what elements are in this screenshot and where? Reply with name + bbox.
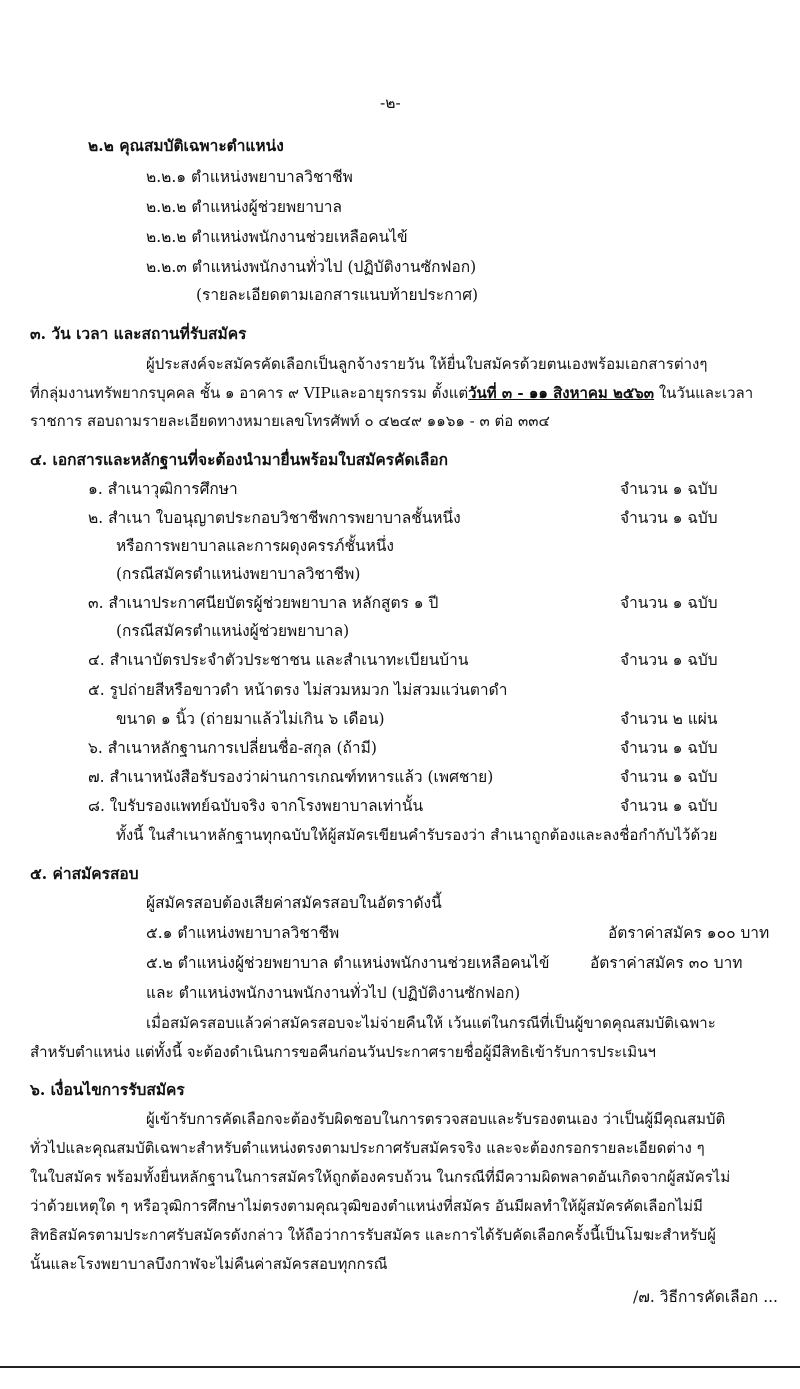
fee-item: ๕.๑ ตำแหน่งพยาบาลวิชาชีพ (146, 924, 340, 942)
s3-line: ผู้ประสงค์จะสมัครคัดเลือกเป็นลูกจ้างรายวัน ให้ยื่นใบสมัครด้วยตนเองพร้อมเอกสารต่างๆ (146, 355, 708, 373)
s22-item: ๒.๒.๒ ตำแหน่งพนักงานช่วยเหลือคนไข้ (146, 228, 408, 246)
section-5-heading: ๕. ค่าสมัครสอบ (30, 864, 139, 883)
document-amount: จำนวน ๑ ฉบับ (620, 768, 718, 786)
document-item: หรือการพยาบาลและการผดุงครรภ์ชั้นหนึ่ง (116, 537, 394, 555)
fee-item: ๕.๒ ตำแหน่งผู้ช่วยพยาบาล ตำแหน่งพนักงานช่วยเหลือคนไข้ (146, 954, 550, 972)
s6-line: ในใบสมัคร พร้อมทั้งยื่นหลักฐานในการสมัครให้ถูกต้องครบถ้วน ในกรณีที่มีความผิดพลาดอันเกิดจากผู้สมัครไม่ (30, 1168, 731, 1186)
continuation-note: /๗. วิธีการคัดเลือก ... (633, 1288, 778, 1306)
s6-line: ทั่วไปและคุณสมบัติเฉพาะสำหรับตำแหน่งตรงตามประกาศรับสมัครจริง และจะต้องกรอกรายละเอียดต่าง ๆ (30, 1139, 705, 1157)
document-amount: จำนวน ๑ ฉบับ (620, 739, 718, 757)
s6-line: นั้นและโรงพยาบาลบึงกาฬจะไม่คืนค่าสมัครสอบทุกกรณี (30, 1255, 388, 1273)
bottom-rule (0, 1366, 800, 1368)
fee-rate: อัตราค่าสมัคร ๓๐ บาท (590, 954, 743, 972)
s6-line: ผู้เข้ารับการคัดเลือกจะต้องรับผิดชอบในการตรวจสอบและรับรองตนเอง ว่าเป็นผู้มีคุณสมบัติ (146, 1110, 726, 1128)
application-dates: วันที่ ๓ - ๑๑ สิงหาคม ๒๕๖๓ (468, 384, 655, 402)
fee-rate: อัตราค่าสมัคร ๑๐๐ บาท (608, 924, 770, 942)
document-amount: จำนวน ๑ ฉบับ (620, 480, 718, 498)
s22-item: ๒.๒.๓ ตำแหน่งพนักงานทั่วไป (ปฏิบัติงานซักฟอก) (146, 258, 477, 276)
s6-line: สิทธิสมัครตามประกาศรับสมัครดังกล่าว ให้ถือว่าการรับสมัคร และการได้รับคัดเลือกครั้งนี้เป็นโมฆะสำหรับผู้ (30, 1226, 716, 1244)
s5-paragraph: เมื่อสมัครสอบแล้วค่าสมัครสอบจะไม่จ่ายคืนให้ เว้นแต่ในกรณีที่เป็นผู้ขาดคุณสมบัติเฉพาะ (146, 1014, 716, 1032)
document-item: (กรณีสมัครตำแหน่งผู้ช่วยพยาบาล) (116, 622, 350, 640)
page-number: -๒- (380, 94, 401, 112)
s3-line: ราชการ สอบถามรายละเอียดทางหมายเลขโทรศัพท์ ๐ ๔๒๔๙ ๑๑๖๑ - ๓ ต่อ ๓๓๔ (30, 412, 550, 430)
document-item: ๕. รูปถ่ายสีหรือขาวดำ หน้าตรง ไม่สวมหมวก ไม่สวมแว่นตาดำ (88, 681, 508, 699)
document-item: ๔. สำเนาบัตรประจำตัวประชาชน และสำเนาทะเบียนบ้าน (88, 651, 469, 669)
fee-item: และ ตำแหน่งพนักงานพนักงานทั่วไป (ปฏิบัติงานซักฟอก) (146, 984, 521, 1002)
s22-note: (รายละเอียดตามเอกสารแนบท้ายประกาศ) (196, 286, 479, 304)
section-3-heading: ๓. วัน เวลา และสถานที่รับสมัคร (30, 324, 247, 343)
s5-paragraph: สำหรับตำแหน่ง แต่ทั้งนี้ จะต้องดำเนินการขอคืนก่อนวันประกาศรายชื่อผู้มีสิทธิเข้ารับการประเมินฯ (30, 1043, 656, 1061)
s3-line2-post: ในวันและเวลา (654, 384, 754, 402)
document-item: ๑. สำเนาวุฒิการศึกษา (88, 480, 238, 498)
s6-line: ว่าด้วยเหตุใด ๆ หรือวุฒิการศึกษาไม่ตรงตามคุณวุฒิของตำแหน่งที่สมัคร อันมีผลทำให้ผู้สมัครคัดเลือกไม่มี (30, 1197, 703, 1215)
document-item: ขนาด ๑ นิ้ว (ถ่ายมาแล้วไม่เกิน ๖ เดือน) (116, 710, 385, 728)
document-item: ๓. สำเนาประกาศนียบัตรผู้ช่วยพยาบาล หลักสูตร ๑ ปี (88, 594, 439, 612)
s3-line2-pre: ที่กลุ่มงานทรัพยากรบุคคล ชั้น ๑ อาคาร ๙ VIPและอายุรกรรม ตั้งแต่ (30, 384, 469, 402)
section-6-heading: ๖. เงื่อนไขการรับสมัคร (30, 1080, 185, 1099)
s5-intro: ผู้สมัครสอบต้องเสียค่าสมัครสอบในอัตราดังนี้ (146, 894, 442, 912)
s22-item: ๒.๒.๒ ตำแหน่งผู้ช่วยพยาบาล (146, 198, 343, 216)
document-item: (กรณีสมัครตำแหน่งพยาบาลวิชาชีพ) (116, 565, 361, 583)
s22-item: ๒.๒.๑ ตำแหน่งพยาบาลวิชาชีพ (146, 168, 353, 186)
document-amount: จำนวน ๑ ฉบับ (620, 651, 718, 669)
section-4-heading: ๔. เอกสารและหลักฐานที่จะต้องนำมายื่นพร้อมใบสมัครคัดเลือก (30, 450, 449, 469)
document-amount: จำนวน ๑ ฉบับ (620, 797, 718, 815)
section-2-2-heading: ๒.๒ คุณสมบัติเฉพาะตำแหน่ง (88, 136, 284, 155)
document-item: ๖. สำเนาหลักฐานการเปลี่ยนชื่อ-สกุล (ถ้ามี) (88, 739, 377, 757)
s3-line (30, 386, 753, 401)
document-item: ๘. ใบรับรองแพทย์ฉบับจริง จากโรงพยาบาลเท่านั้น (88, 797, 424, 815)
document-amount: จำนวน ๒ แผ่น (620, 710, 718, 728)
document-item: ๗. สำเนาหนังสือรับรองว่าผ่านการเกณฑ์ทหารแล้ว (เพศชาย) (88, 768, 494, 786)
document-amount: จำนวน ๑ ฉบับ (620, 594, 718, 612)
document-amount: จำนวน ๑ ฉบับ (620, 509, 718, 527)
s4-note: ทั้งนี้ ในสำเนาหลักฐานทุกฉบับให้ผู้สมัครเขียนคำรับรองว่า สำเนาถูกต้องและลงชื่อกำกับไว้ด้วย (116, 826, 718, 844)
document-item: ๒. สำเนา ใบอนุญาตประกอบวิชาชีพการพยาบาลชั้นหนึ่ง (88, 509, 461, 527)
